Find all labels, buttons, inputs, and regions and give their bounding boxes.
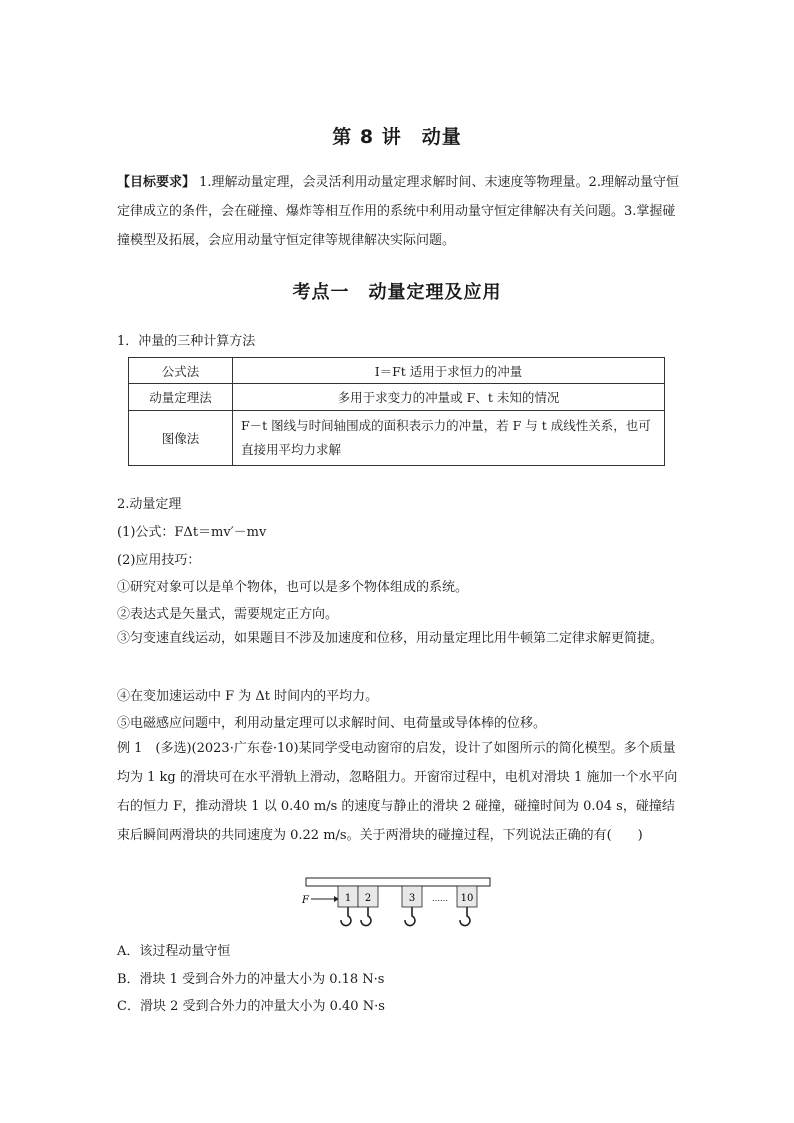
section-title: 考点一 动量定理及应用: [292, 282, 502, 303]
method-desc: F－t 图线与时间轴围成的面积表示力的冲量，若 F 与 t 成线性关系，也可直接用平均力求解: [233, 411, 665, 466]
skill-item: ③匀变速直线运动，如果题目不涉及加速度和位移，用动量定理比用牛顿第二定律求解更简捷。: [117, 631, 664, 646]
skill-item: ④在变加速运动中 F 为 Δt 时间内的平均力。: [117, 689, 379, 704]
hook-icon: [405, 907, 415, 926]
curtain-model-diagram: [302, 874, 492, 932]
ellipsis: ……: [432, 894, 448, 903]
block-label: 2: [364, 893, 372, 904]
impulse-methods-table: [128, 357, 665, 466]
method-name: 图像法: [129, 411, 233, 466]
formula-line: (1)公式：FΔt＝mv′－mv: [117, 525, 267, 540]
hook-icon: [460, 907, 470, 926]
rail: [306, 878, 490, 886]
skills-label: (2)应用技巧：: [117, 553, 201, 568]
example-question: 例 1 (多选)(2023·广东卷·10)某同学受电动窗帘的启发，设计了如图所示的简化模型。多个质量均为 1 kg 的滑块可在水平滑轨上滑动，忽略阻力。开窗帘过程中，电机对滑块 1 施加一个水平向右的恒力 F，推动滑块 1 以 0.40 m/s 的速度与静止的滑块 2 碰撞，碰撞时间为 0.04 s，碰撞结束后瞬间两滑块的共同速度为 0.22 m/s。关于两滑块的碰撞过程，下列说法正确的有( ): [117, 741, 678, 843]
hook-icon: [361, 907, 371, 926]
skill-item: ①研究对象可以是单个物体，也可以是多个物体组成的系统。: [117, 580, 469, 595]
option-b: B．滑块 1 受到合外力的冲量大小为 0.18 N·s: [117, 972, 385, 987]
table-row: [129, 411, 665, 466]
lecture-title: 第 8 讲 动量: [332, 126, 462, 148]
hooks: [341, 907, 470, 926]
method-desc: I＝Ft 适用于求恒力的冲量: [233, 358, 665, 384]
block-label: 10: [460, 893, 474, 904]
table-row: [129, 358, 665, 384]
skill-item: ②表达式是矢量式，需要规定正方向。: [117, 607, 339, 622]
goal-tag: 【目标要求】: [117, 175, 196, 190]
hook-icon: [341, 907, 351, 926]
method-name: 动量定理法: [129, 384, 233, 411]
skill-item: ⑤电磁感应问题中，利用动量定理可以求解时间、电荷量或导体棒的位移。: [117, 716, 547, 731]
table-row: [129, 384, 665, 411]
method-name: 公式法: [129, 358, 233, 384]
block-label: 3: [408, 893, 416, 904]
option-c: C．滑块 2 受到合外力的冲量大小为 0.40 N·s: [117, 999, 385, 1014]
heading-impulse-methods: 1．冲量的三种计算方法: [117, 334, 256, 349]
heading-momentum-theorem: 2.动量定理: [117, 497, 182, 512]
force-label: F: [302, 895, 309, 906]
option-a: A．该过程动量守恒: [117, 944, 231, 959]
method-desc: 多用于求变力的冲量或 F、t 未知的情况: [233, 384, 665, 411]
block-label: 1: [344, 893, 352, 904]
learning-goals: [117, 168, 679, 255]
goal-text: 1.理解动量定理，会灵活利用动量定理求解时间、末速度等物理量。2.理解动量守恒定律成立的条件，会在碰撞、爆炸等相互作用的系统中利用动量守恒定律解决有关问题。3.掌握碰撞模型及拓展，会应用动量守恒定律等规律解决实际问题。: [117, 175, 679, 248]
